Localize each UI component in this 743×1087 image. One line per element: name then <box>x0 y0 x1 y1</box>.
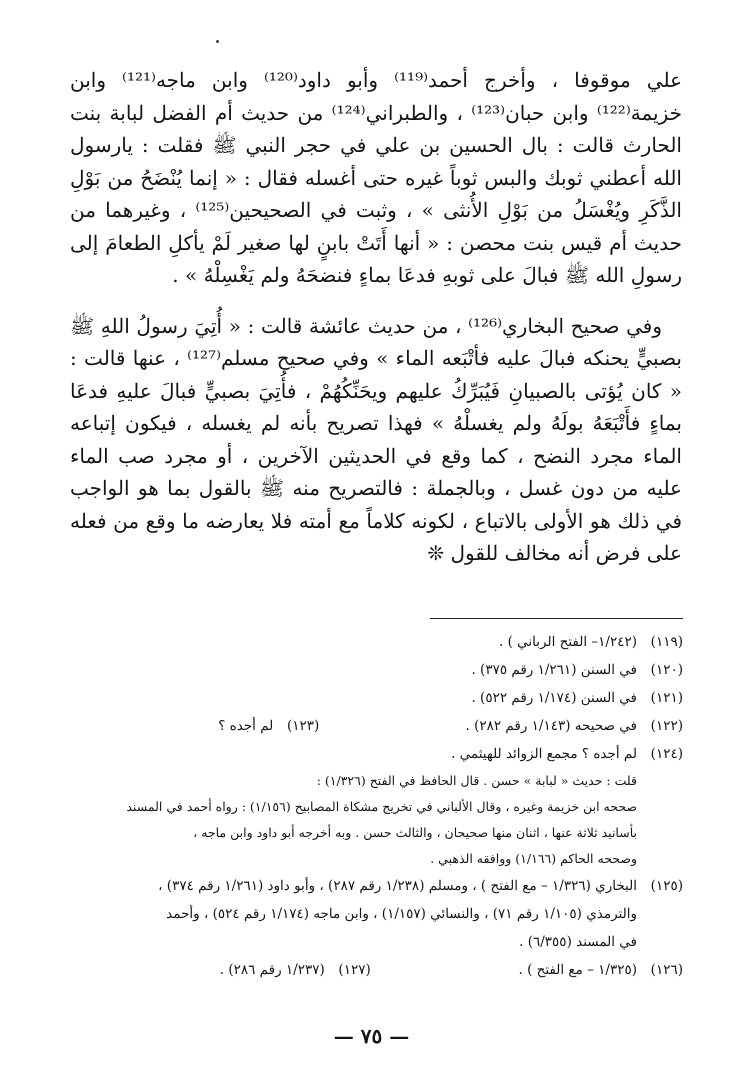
footnote-text: لم أجده ؟ مجمع الزوائد للهيثمي . <box>451 746 637 762</box>
footnote-text: في السنن (١/٢٦١ رقم ٣٧٥) . <box>471 662 637 678</box>
footnote-text: لم أجده ؟ <box>218 718 274 734</box>
footnote-number: (١٢٦) <box>650 962 683 978</box>
page-number: — ٧٥ — <box>333 1024 410 1048</box>
footnote-120 <box>72 656 683 684</box>
footnote-126-127 <box>72 956 683 984</box>
quote-line: صححه ابن خزيمة وغيره ، وقال الألباني في تخريج مشكاة المصابيح (١/١٥٦) : رواه أحمد في المسند <box>126 799 637 814</box>
footnote-text: في السنن (١/١٧٤ رقم ٥٢٢) . <box>471 690 637 706</box>
footnotes <box>72 628 683 984</box>
paragraph-1: علي موقوفا ، وأخرج أحمد⁽¹¹⁹⁾ وأبو داود⁽¹²⁰⁾ وابن ماجه⁽¹²¹⁾ وابن خزيمة⁽¹²²⁾ وابن حبان⁽¹²³⁾ ، والطبراني⁽¹²⁴⁾ من حديث أم الفضل لبابة بنت الحارث قالت : بال الحسين بن علي في حجر النبي ﷺ فقلت : يارسول الله أعطني ثوبك والبس ثوباً غيره حتى أغسله فقال : « إنما يُنْضَحُ من بَوْلِ الذَّكَرِ ويُغْسَلُ من بَوْلِ الأُنثى » ، وثبت في الصحيحين⁽¹²⁵⁾ ، وغيرهما من حديث أم قيس بنت محصن : « أنها أَتَتْ بابنٍ لها صغير لَمْ يأكلِ الطعامَ إلى رسولِ الله ﷺ فبالَ على ثوبهِ فدعَا بماءٍ فنضحَهُ ولم يَغْسِلْهُ » . <box>70 68 683 287</box>
quote-line: وصححه الحاكم (١/١٦٦) ووافقه الذهبي . <box>430 851 637 866</box>
quote-line: بأسانيد ثلاثة عنها ، اثنان منها صحيحان ، والثالث حسن . وبه أخرجه أبو داود وابن ماجه ، <box>193 825 637 840</box>
footnote-text: في صحيحه (١/١٤٣ رقم ٢٨٢) . <box>465 718 637 734</box>
footnote-119 <box>72 628 683 656</box>
footnote-text: البخاري (١/٣٢٦ – مع الفتح ) ، ومسلم (١/٢٣٨ رقم ٢٨٧) ، وأبو داود (١/٢٦١ رقم ٣٧٤) ، <box>158 878 637 894</box>
footnote-125-cont <box>72 900 683 928</box>
paragraph-2: وفي صحيح البخاري⁽¹²⁶⁾ ، من حديث عائشة قالت : « أُتِيَ رسولُ اللهِ ﷺ بصبيٍّ يحنكه فبالَ عليه فأتْبَعه الماء » وفي صحيح مسلم⁽¹²⁷⁾ ، عنها قالت : « كان يُؤتى بالصبيانِ فَيُبَرِّكُ عليهم ويحَنِّكُهُمْ ، فأُتِيَ بصبيٍّ فبالَ عليهِ فدعَا بماءٍ فأَتْبَعَهُ بولَهُ ولم يغسلْهُ » فهذا تصريح بأنه لم يغسله ، فيكون إتباعه الماء مجرد النضح ، كما وقع في الحديثين الآخرين ، أو مجرد صب الماء عليه من دون غسل ، وبالجملة : فالتصريح منه ﷺ بالقول بما هو الواجب في ذلك هو الأولى بالاتباع ، لكونه كلاماً مع أمته فلا يعارضه ما وقع من فعله على فرض أنه مخالف للقول ❊ <box>70 313 682 565</box>
footnote-text: والترمذي (١/١٠٥ رقم ٧١) ، والنسائي (١/١٥٧) ، وابن ماجه (١/١٧٤ رقم ٥٢٤) ، وأحمد <box>166 906 637 922</box>
footnote-122-123 <box>72 712 683 740</box>
footnote-text: (١/٢٤٢– الفتح الرباني ) . <box>499 634 637 650</box>
ink-dot <box>216 40 219 43</box>
footnote-number: (١١٩) <box>650 634 683 650</box>
quote-line: قلت : حديث « لبابة » حسن . قال الحافظ في الفتح (١/٣٢٦) : <box>316 773 637 788</box>
footnote-text: (١/٣٢٥ – مع الفتح ) . <box>518 962 637 978</box>
footnote-125-cont <box>72 928 683 956</box>
footnote-separator <box>430 618 683 619</box>
main-text <box>70 64 682 570</box>
footnote-121 <box>72 684 683 712</box>
footnote-number: (١٢٧) <box>338 962 371 978</box>
footnote-124-quote <box>72 768 683 872</box>
footnote-number: (١٢١) <box>650 690 683 706</box>
footnote-125 <box>72 872 683 900</box>
footnote-124 <box>72 740 683 768</box>
footnote-text: (١/٢٣٧ رقم ٢٨٦) . <box>219 962 325 978</box>
footnote-number: (١٢٣) <box>286 718 320 734</box>
footnote-text: في المسند (٦/٣٥٥) . <box>519 934 637 950</box>
footnote-number: (١٢٠) <box>650 662 683 678</box>
footnote-number: (١٢٤) <box>650 746 683 762</box>
footnote-number: (١٢٢) <box>650 718 683 734</box>
footnote-number: (١٢٥) <box>650 878 683 894</box>
